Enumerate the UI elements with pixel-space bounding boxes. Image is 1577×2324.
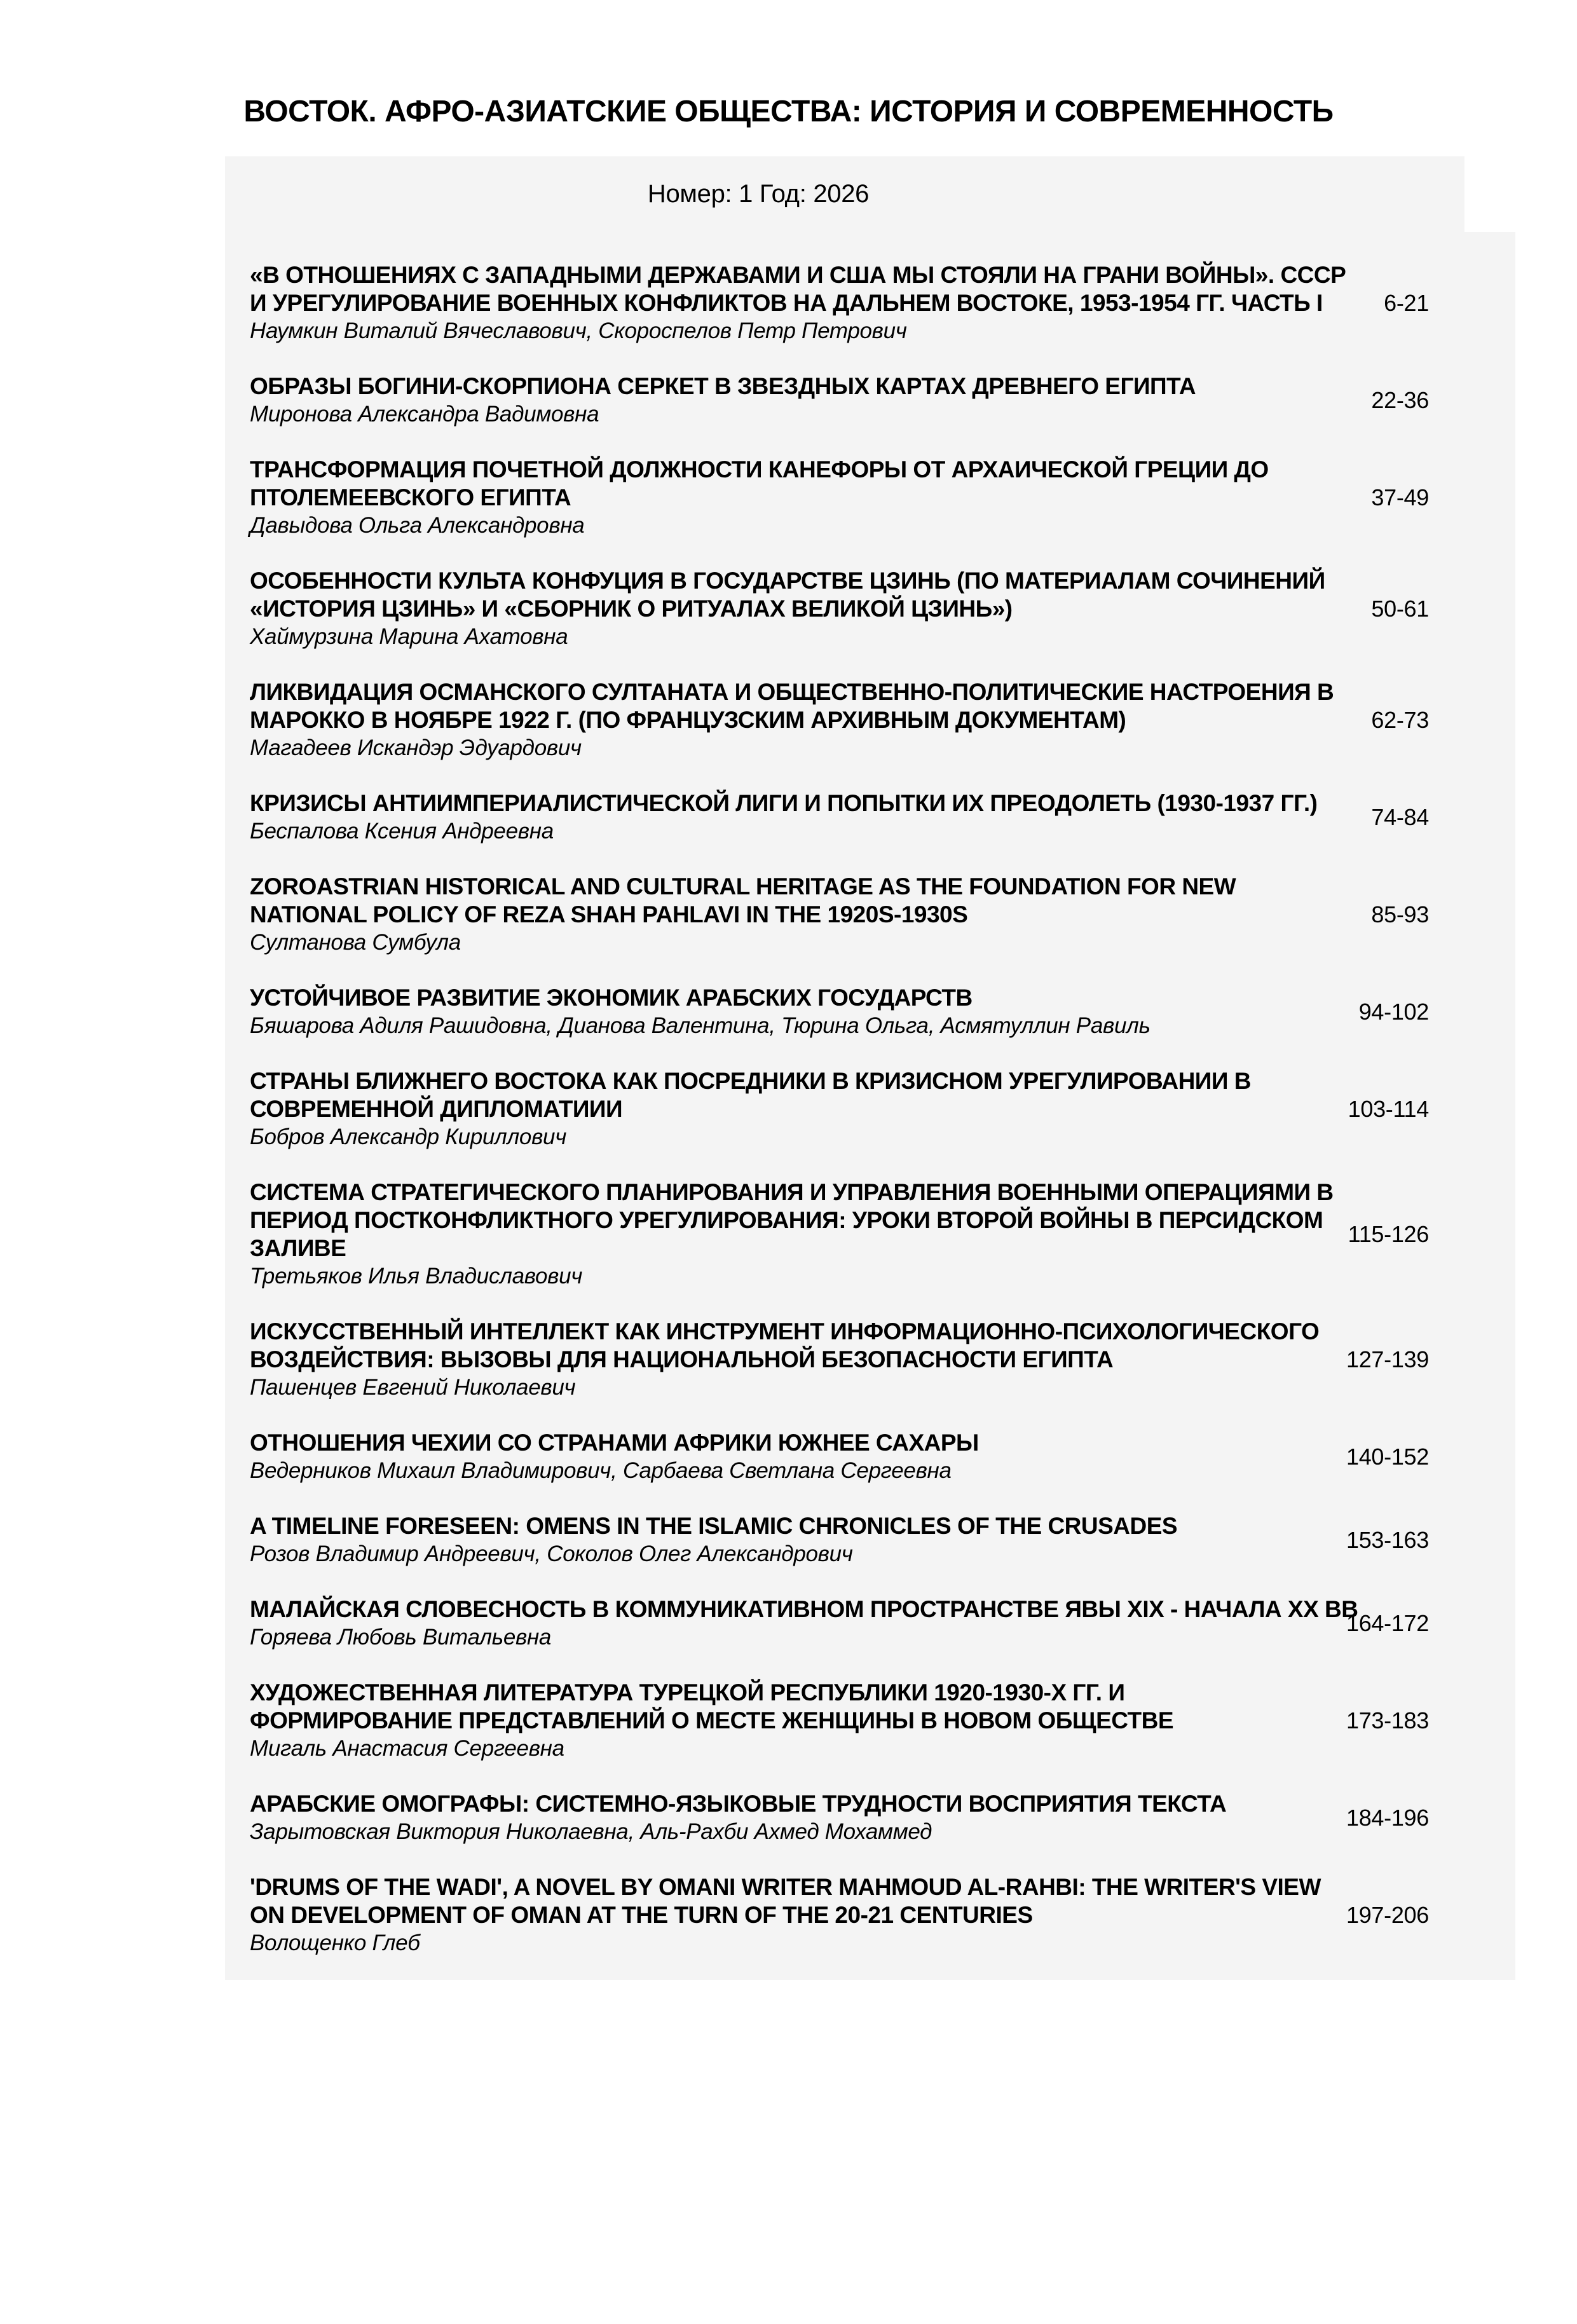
article-row (250, 1873, 1429, 1957)
article-title-line: 'DRUMS OF THE WADI', A NOVEL BY OMANI WRITER MAHMOUD AL-RAHBI: THE WRITER'S VIEW (250, 1874, 1321, 1900)
article-authors: Бяшарова Адиля Рашидовна, Дианова Валентина, Тюрина Ольга, Асмятуллин Равиль (250, 1013, 1150, 1038)
article-entry (250, 1179, 1334, 1290)
article-title[interactable] (250, 1179, 1334, 1262)
article-title[interactable] (250, 1429, 1318, 1457)
article-title-line: ПЕРИОД ПОСТКОНФЛИКТНОГО УРЕГУЛИРОВАНИЯ: УРОКИ ВТОРОЙ ВОЙНЫ В ПЕРСИДСКОМ (250, 1207, 1323, 1233)
article-authors: Пашенцев Евгений Николаевич (250, 1375, 576, 1400)
article-authors: Горяева Любовь Витальевна (250, 1625, 552, 1650)
article-entry (250, 1318, 1318, 1402)
article-authors: Миронова Александра Вадимовна (250, 402, 599, 427)
article-title[interactable] (250, 456, 1318, 512)
article-row (250, 1318, 1429, 1402)
article-title-line: СИСТЕМА СТРАТЕГИЧЕСКОГО ПЛАНИРОВАНИЯ И УПРАВЛЕНИЯ ВОЕННЫМИ ОПЕРАЦИЯМИ В (250, 1179, 1334, 1205)
article-title-line: NATIONAL POLICY OF REZA SHAH PAHLAVI IN THE 1920S-1930S (250, 901, 968, 927)
article-entry (250, 373, 1318, 428)
article-entry (250, 1596, 1358, 1651)
article-entry (250, 1790, 1318, 1846)
article-title-line: «ИСТОРИЯ ЦЗИНЬ» И «СБОРНИК О РИТУАЛАХ ВЕЛИКОЙ ЦЗИНЬ») (250, 596, 1013, 622)
article-row (250, 1429, 1429, 1485)
article-title-line: ОТНОШЕНИЯ ЧЕХИИ СО СТРАНАМИ АФРИКИ ЮЖНЕЕ САХАРЫ (250, 1430, 979, 1456)
article-title-line: ФОРМИРОВАНИЕ ПРЕДСТАВЛЕНИЙ О МЕСТЕ ЖЕНЩИНЫ В НОВОМ ОБЩЕСТВЕ (250, 1707, 1174, 1733)
article-authors: Третьяков Илья Владиславович (250, 1264, 583, 1288)
article-title-line: И УРЕГУЛИРОВАНИЕ ВОЕННЫХ КОНФЛИКТОВ НА ДАЛЬНЕМ ВОСТОКЕ, 1953-1954 ГГ. ЧАСТЬ I (250, 290, 1323, 316)
article-page-range: 164-172 (1346, 1610, 1429, 1636)
article-authors: Мигаль Анастасия Сергеевна (250, 1736, 564, 1761)
article-page-range: 184-196 (1346, 1805, 1429, 1831)
article-entry (250, 1873, 1321, 1957)
article-title-line: «В ОТНОШЕНИЯХ С ЗАПАДНЫМИ ДЕРЖАВАМИ И США МЫ СТОЯЛИ НА ГРАНИ ВОЙНЫ». СССР (250, 262, 1346, 288)
article-title-line: ON DEVELOPMENT OF OMAN AT THE TURN OF THE 20-21 CENTURIES (250, 1902, 1033, 1928)
article-title-line: МАРОККО В НОЯБРЕ 1922 Г. (ПО ФРАНЦУЗСКИМ АРХИВНЫМ ДОКУМЕНТАМ) (250, 707, 1126, 733)
article-title-line: УСТОЙЧИВОЕ РАЗВИТИЕ ЭКОНОМИК АРАБСКИХ ГОСУДАРСТВ (250, 985, 973, 1011)
article-title[interactable] (250, 1318, 1318, 1374)
article-title-line: СОВРЕМЕННОЙ ДИПЛОМАТИИИ (250, 1096, 623, 1122)
article-page-range: 127-139 (1346, 1346, 1429, 1372)
article-page-range: 94-102 (1358, 999, 1429, 1025)
article-page-range: 22-36 (1371, 387, 1429, 413)
article-row (250, 789, 1429, 845)
article-page-range: 153-163 (1346, 1527, 1429, 1553)
journal-toc-page (0, 94, 1577, 2324)
article-title[interactable] (250, 1512, 1318, 1540)
article-title-line: ИСКУССТВЕННЫЙ ИНТЕЛЛЕКТ КАК ИНСТРУМЕНТ ИНФОРМАЦИОННО-ПСИХОЛОГИЧЕСКОГО (250, 1318, 1320, 1344)
article-authors: Зарытовская Виктория Николаевна, Аль-Рахби Ахмед Мохаммед (250, 1819, 932, 1844)
article-row (250, 1067, 1429, 1151)
article-entry (250, 1512, 1318, 1568)
article-row (250, 678, 1429, 762)
article-title-line: ЛИКВИДАЦИЯ ОСМАНСКОГО СУЛТАНАТА И ОБЩЕСТВЕННО-ПОЛИТИЧЕСКИЕ НАСТРОЕНИЯ В (250, 679, 1334, 705)
article-page-range: 37-49 (1371, 484, 1429, 510)
article-authors: Наумкин Виталий Вячеславович, Скороспелов Петр Петрович (250, 318, 907, 343)
article-entry (250, 1067, 1318, 1151)
article-row (250, 1596, 1429, 1651)
article-entry (250, 261, 1346, 345)
article-entry (250, 567, 1325, 651)
article-title[interactable] (250, 373, 1318, 400)
article-authors: Беспалова Ксения Андреевна (250, 819, 554, 844)
article-authors: Давыдова Ольга Александровна (250, 513, 585, 538)
article-authors: Ведерников Михаил Владимирович, Сарбаева Светлана Сергеевна (250, 1458, 952, 1483)
article-entry (250, 984, 1318, 1040)
article-row (250, 1179, 1429, 1290)
article-title[interactable] (250, 1679, 1318, 1735)
issue-header-panel (225, 156, 1464, 232)
article-title[interactable] (250, 261, 1346, 317)
article-row (250, 261, 1429, 345)
article-entry (250, 789, 1318, 845)
article-row (250, 373, 1429, 428)
article-title[interactable] (250, 984, 1318, 1012)
article-title[interactable] (250, 567, 1325, 623)
article-title[interactable] (250, 873, 1318, 929)
article-row (250, 1790, 1429, 1846)
article-page-range: 50-61 (1371, 596, 1429, 622)
article-entry (250, 873, 1318, 957)
article-title[interactable] (250, 789, 1318, 817)
article-page-range: 85-93 (1371, 901, 1429, 927)
article-entry (250, 456, 1318, 540)
article-title[interactable] (250, 1873, 1321, 1929)
article-authors: Хаймурзина Марина Ахатовна (250, 624, 568, 649)
article-authors: Султанова Сумбула (250, 930, 461, 955)
article-title-line: ОБРАЗЫ БОГИНИ-СКОРПИОНА СЕРКЕТ В ЗВЕЗДНЫХ КАРТАХ ДРЕВНЕГО ЕГИПТА (250, 373, 1196, 399)
article-title[interactable] (250, 1790, 1318, 1818)
article-page-range: 62-73 (1371, 707, 1429, 733)
article-row (250, 456, 1429, 540)
article-title-line: ВОЗДЕЙСТВИЯ: ВЫЗОВЫ ДЛЯ НАЦИОНАЛЬНОЙ БЕЗОПАСНОСТИ ЕГИПТА (250, 1346, 1114, 1372)
article-title-line: АРАБСКИЕ ОМОГРАФЫ: СИСТЕМНО-ЯЗЫКОВЫЕ ТРУДНОСТИ ВОСПРИЯТИЯ ТЕКСТА (250, 1791, 1227, 1817)
article-page-range: 115-126 (1348, 1221, 1429, 1247)
article-title[interactable] (250, 1067, 1318, 1123)
article-title-line: ZOROASTRIAN HISTORICAL AND CULTURAL HERITAGE AS THE FOUNDATION FOR NEW (250, 873, 1236, 899)
article-title-line: ТРАНСФОРМАЦИЯ ПОЧЕТНОЙ ДОЛЖНОСТИ КАНЕФОРЫ ОТ АРХАИЧЕСКОЙ ГРЕЦИИ ДО (250, 456, 1269, 482)
article-page-range: 6-21 (1384, 290, 1429, 316)
article-title-line: ОСОБЕННОСТИ КУЛЬТА КОНФУЦИЯ В ГОСУДАРСТВЕ ЦЗИНЬ (ПО МАТЕРИАЛАМ СОЧИНЕНИЙ (250, 568, 1325, 594)
issue-label: Номер: 1 Год: 2026 (647, 180, 870, 208)
article-authors: Розов Владимир Андреевич, Соколов Олег Александрович (250, 1541, 853, 1566)
article-page-range: 197-206 (1346, 1902, 1429, 1928)
article-title-line: A TIMELINE FORESEEN: OMENS IN THE ISLAMIC CHRONICLES OF THE CRUSADES (250, 1513, 1178, 1539)
article-title-line: ПТОЛЕМЕЕВСКОГО ЕГИПТА (250, 484, 571, 510)
article-authors: Волощенко Глеб (250, 1931, 420, 1955)
article-list (225, 232, 1515, 1980)
page-title: ВОСТОК. АФРО-АЗИАТСКИЕ ОБЩЕСТВА: ИСТОРИЯ И СОВРЕМЕННОСТЬ (243, 95, 1334, 128)
article-title-line: КРИЗИСЫ АНТИИМПЕРИАЛИСТИЧЕСКОЙ ЛИГИ И ПОПЫТКИ ИХ ПРЕОДОЛЕТЬ (1930-1937 ГГ.) (250, 790, 1318, 816)
article-title-line: ХУДОЖЕСТВЕННАЯ ЛИТЕРАТУРА ТУРЕЦКОЙ РЕСПУБЛИКИ 1920-1930-Х ГГ. И (250, 1679, 1125, 1705)
article-row (250, 1512, 1429, 1568)
article-title-line: МАЛАЙСКАЯ СЛОВЕСНОСТЬ В КОММУНИКАТИВНОМ ПРОСТРАНСТВЕ ЯВЫ XIX - НАЧАЛА XX ВВ (250, 1596, 1358, 1622)
article-row (250, 1679, 1429, 1763)
article-row (250, 567, 1429, 651)
article-page-range: 173-183 (1346, 1707, 1429, 1733)
article-entry (250, 1429, 1318, 1485)
article-page-range: 140-152 (1346, 1444, 1429, 1470)
article-row (250, 984, 1429, 1040)
article-title[interactable] (250, 1596, 1358, 1623)
article-page-range: 74-84 (1371, 804, 1429, 830)
article-title-line: ЗАЛИВЕ (250, 1235, 346, 1261)
article-page-range: 103-114 (1348, 1096, 1429, 1122)
article-entry (250, 1679, 1318, 1763)
article-row (250, 873, 1429, 957)
article-authors: Бобров Александр Кириллович (250, 1124, 567, 1149)
article-title[interactable] (250, 678, 1334, 734)
article-title-line: СТРАНЫ БЛИЖНЕГО ВОСТОКА КАК ПОСРЕДНИКИ В КРИЗИСНОМ УРЕГУЛИРОВАНИИ В (250, 1068, 1251, 1094)
article-authors: Магадеев Искандэр Эдуардович (250, 735, 582, 760)
article-entry (250, 678, 1334, 762)
